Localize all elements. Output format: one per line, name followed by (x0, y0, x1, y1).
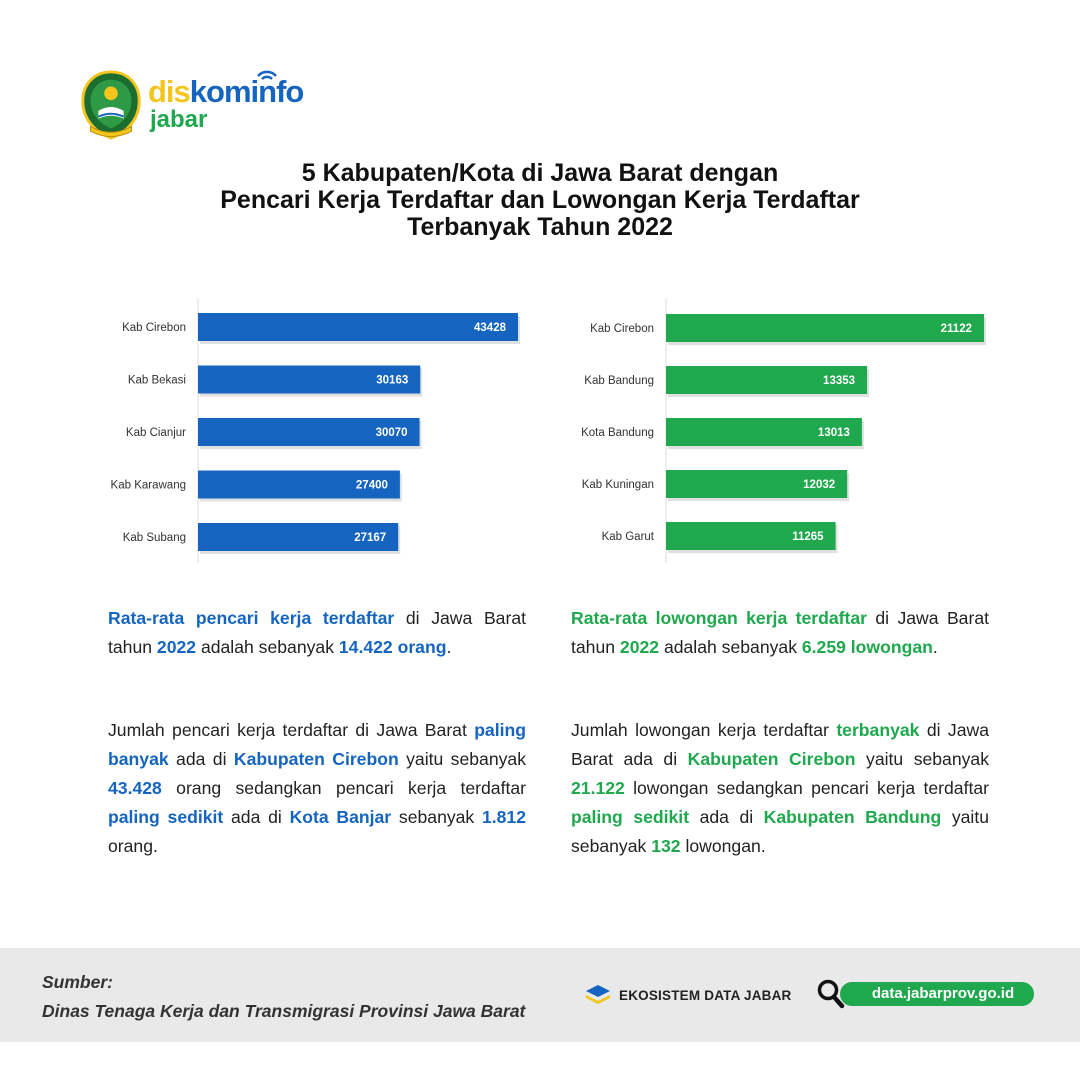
seekers-average-paragraph: Rata-rata pencari kerja terdaftar di Jawa Barat tahun 2022 adalah sebanyak 14.422 orang. (108, 608, 526, 657)
value-label: 21122 (940, 323, 972, 335)
category-label: Kab Cianjur (125, 427, 186, 439)
ecosystem-brand (585, 982, 792, 1008)
title-line: Pencari Kerja Terdaftar dan Lowongan Kerja Terdaftar (220, 186, 860, 214)
category-label: Kab Garut (601, 531, 654, 543)
category-label: Kota Bandung (581, 427, 654, 439)
value-label: 13013 (817, 427, 850, 439)
brand-wordmark: diskominfo (148, 74, 304, 109)
vacancies-average-paragraph: Rata-rata lowongan kerja terdaftar di Jawa Barat tahun 2022 adalah sebanyak 6.259 lowongan. (571, 608, 989, 657)
layers-icon (585, 983, 611, 1007)
logo (76, 70, 326, 145)
value-label: 13353 (823, 375, 856, 387)
job-vacancies-chart (530, 298, 990, 563)
category-label: Kab Bekasi (127, 374, 186, 387)
category-label: Kab Kuningan (581, 479, 654, 491)
job-vacancies-chart-svg (530, 298, 990, 563)
value-label: 30070 (375, 427, 408, 439)
bar (666, 314, 984, 342)
value-label: 43428 (474, 322, 506, 334)
category-label: Kab Cirebon (122, 322, 186, 334)
category-label: Kab Bandung (584, 375, 654, 387)
seekers-summary-paragraph: Jumlah pencari kerja terdaftar di Jawa Barat paling banyak ada di Kabupaten Cirebon yaitu sebanyak 43.428 orang sedangkan pencari kerja terdaftar paling sedikit ada di Kota Banjar sebanyak 1.812 orang. (108, 720, 526, 856)
source-text: Dinas Tenaga Kerja dan Transmigrasi Provinsi Jawa Barat (42, 1001, 526, 1021)
footer (0, 948, 1080, 1042)
portal-url[interactable]: data.jabarprov.go.id (840, 982, 1034, 1006)
signal-icon (256, 66, 278, 84)
source-note (42, 968, 525, 1026)
category-label: Kab Subang (122, 532, 186, 544)
ecosystem-label: EKOSISTEM DATA JABAR (619, 987, 792, 1003)
job-seekers-chart-svg (60, 298, 520, 563)
west-java-emblem-icon (76, 70, 146, 140)
source-label: Sumber: (42, 972, 113, 992)
vacancies-summary-paragraph: Jumlah lowongan kerja terdaftar terbanyak di Jawa Barat ada di Kabupaten Cirebon yaitu sebanyak 21.122 lowongan sedangkan pencari kerja terdaftar paling sedikit ada di Kabupaten Bandung yaitu sebanyak 132 lowongan. (571, 720, 990, 856)
value-label: 30163 (376, 374, 409, 387)
category-label: Kab Karawang (110, 479, 186, 492)
job-seekers-chart (60, 298, 520, 563)
title-line: 5 Kabupaten/Kota di Jawa Barat dengan (301, 159, 779, 187)
value-label: 11265 (792, 531, 824, 543)
value-label: 27400 (355, 479, 388, 492)
page-title (0, 160, 1080, 241)
value-label: 12032 (803, 479, 836, 491)
bar (198, 313, 518, 341)
title-line: Terbanyak Tahun 2022 (407, 213, 673, 241)
brand-sub: jabar (150, 106, 208, 133)
value-label: 27167 (354, 532, 387, 544)
category-label: Kab Cirebon (590, 323, 654, 335)
